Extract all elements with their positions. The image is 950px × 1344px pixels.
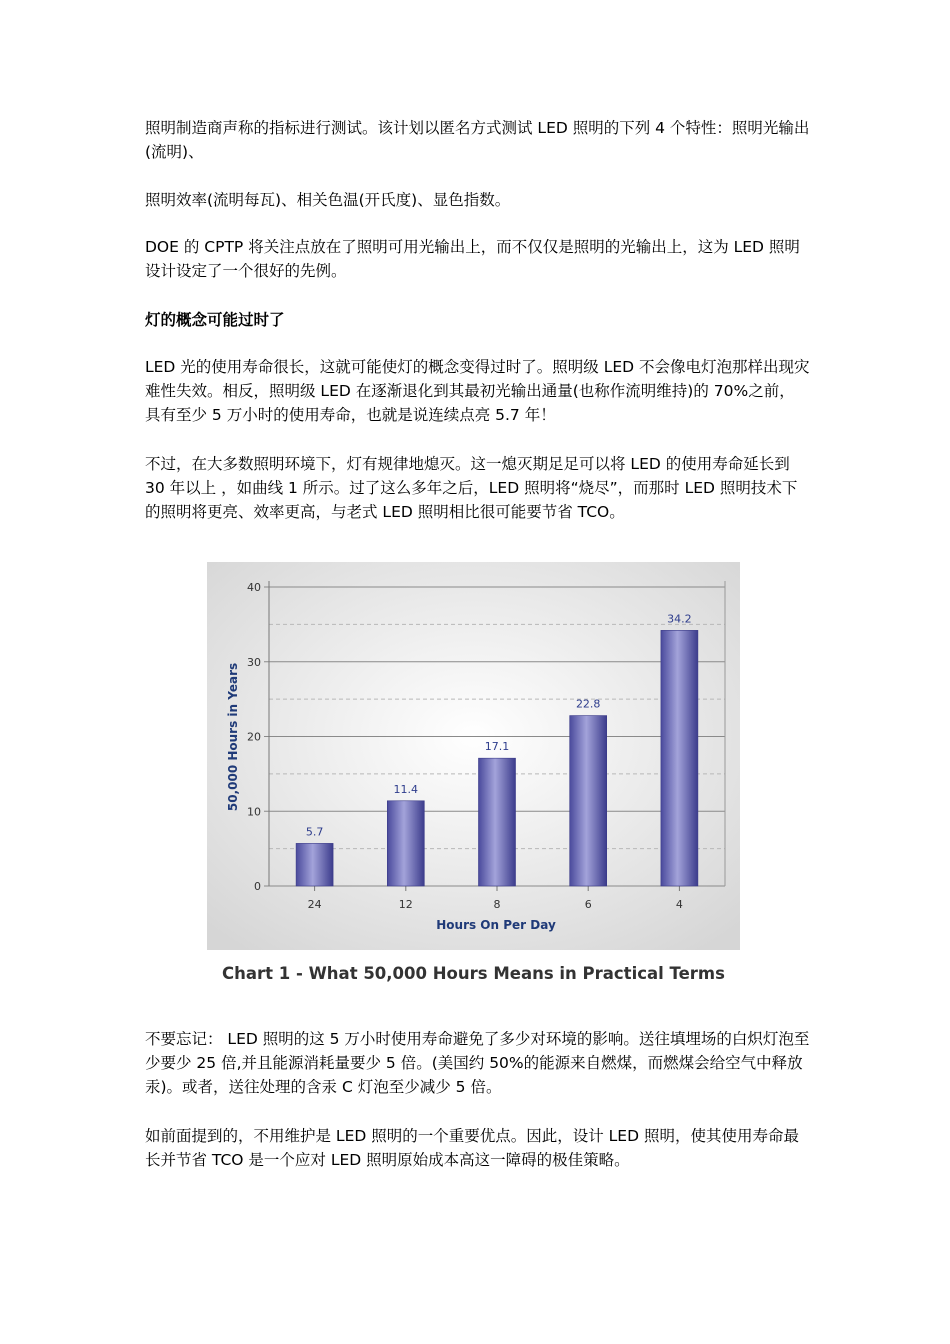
paragraph-6: 不要忘记： LED 照明的这 5 万小时使用寿命避免了多少对环境的影响。送往填埋场的白炽灯泡至少要少 25 倍,并且能源消耗量要少 5 倍。(美国约 50%的能源来自燃煤，而燃煤会给空气中释放汞)。或者，送往处理的含汞 C 灯泡至少减少 5 倍。 — [145, 1030, 810, 1096]
bar — [296, 843, 333, 886]
paragraph-5: 不过，在大多数照明环境下，灯有规律地熄灭。这一熄灭期足足可以将 LED 的使用寿命延长到 30 年以上 ，如曲线 1 所示。过了这么多年之后，LED 照明将“烧尽”，而那时 LED 照明技术下的照明将更亮、效率更高，与老式 LED 照明相比很可能要节省 TCO。 — [145, 455, 798, 521]
y-axis-title: 50,000 Hours in Years — [226, 662, 240, 812]
paragraph-1: 照明制造商声称的指标进行测试。该计划以匿名方式测试 LED 照明的下列 4 个特性：照明光输出(流明)、 — [145, 119, 810, 161]
chart-background — [207, 562, 740, 950]
y-tick-label: 20 — [247, 730, 261, 744]
bar — [387, 801, 424, 886]
x-tick-label: 4 — [675, 898, 683, 911]
y-tick-label: 10 — [247, 805, 261, 819]
x-tick-label: 8 — [493, 898, 501, 911]
bar-value-label: 17.1 — [484, 740, 510, 754]
y-tick-label: 30 — [247, 655, 261, 669]
section-heading: 灯的概念可能过时了 — [145, 311, 285, 329]
paragraph-3: DOE 的 CPTP 将关注点放在了照明可用光输出上，而不仅仅是照明的光输出上，这为 LED 照明设计设定了一个很好的先例。 — [145, 238, 800, 280]
bar-value-label: 11.4 — [393, 782, 419, 796]
paragraph-7: 如前面提到的，不用维护是 LED 照明的一个重要优点。因此，设计 LED 照明，使其使用寿命最长并节省 TCO 是一个应对 LED 照明原始成本高这一障碍的极佳策略。 — [145, 1127, 799, 1169]
x-axis-title: Hours On Per Day — [436, 918, 556, 932]
paragraph-4: LED 光的使用寿命很长，这就可能使灯的概念变得过时了。照明级 LED 不会像电灯泡那样出现灾难性失效。相反，照明级 LED 在逐渐退化到其最初光输出通量(也称作流明维持)的 70%之前，具有至少 5 万小时的使用寿命，也就是说连续点亮 5.7 年！ — [145, 358, 810, 424]
bar-value-label: 22.8 — [575, 697, 601, 711]
y-tick-label: 40 — [247, 581, 261, 594]
x-tick-label: 6 — [584, 898, 592, 911]
paragraph-2: 照明效率(流明每瓦)、相关色温(开氏度)、显色指数。 — [145, 191, 511, 209]
bar — [479, 758, 516, 886]
chart-caption: Chart 1 - What 50,000 Hours Means in Practical Terms — [222, 964, 725, 983]
bar-value-label: 34.2 — [667, 612, 692, 626]
x-tick-label: 24 — [307, 898, 322, 911]
bar — [661, 630, 698, 886]
x-tick-label: 12 — [398, 898, 413, 911]
bar-chart — [207, 562, 740, 950]
bar-value-label: 5.7 — [305, 825, 324, 839]
y-tick-label: 0 — [254, 880, 261, 893]
bar — [570, 716, 607, 886]
